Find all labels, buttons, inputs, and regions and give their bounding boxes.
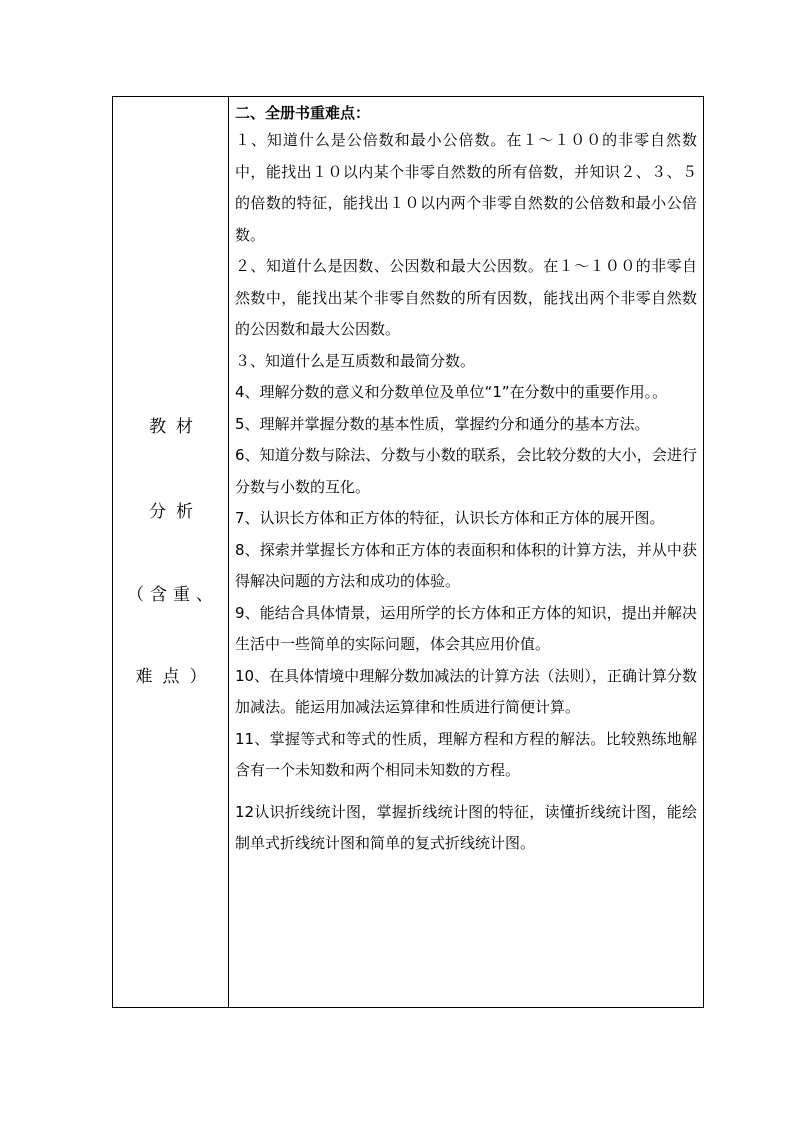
content-table bbox=[112, 96, 704, 1008]
list-item: 9、能结合具体情景，运用所学的长方体和正方体的知识，提出并解决生活中一些简单的实际问题，体会其应用价值。 bbox=[235, 603, 697, 653]
list-item: 12认识折线统计图，掌握折线统计图的特征，读懂折线统计图，能绘制单式折线统计图和简单的复式折线统计图。 bbox=[235, 802, 697, 852]
list-item: 5、理解并掌握分数的基本性质，掌握约分和通分的基本方法。 bbox=[235, 414, 650, 433]
list-item: １、知道什么是公倍数和最小公倍数。在１～１００的非零自然数中，能找出１０以内某个非零自然数的所有倍数，并知识２、３、５的倍数的特征，能找出１０以内两个非零自然数的公倍数和最小公倍数。 bbox=[235, 131, 697, 244]
list-item: 7、认识长方体和正方体的特征，认识长方体和正方体的展开图。 bbox=[235, 509, 665, 527]
list-item: 10、在具体情境中理解分数加减法的计算方法（法则），正确计算分数加减法。能运用加减法运算律和性质进行简便计算。 bbox=[235, 666, 697, 716]
list-item: 11、掌握等式和等式的性质，理解方程和方程的解法。比较熟练地解含有一个未知数和两个相同未知数的方程。 bbox=[235, 729, 697, 779]
list-item: 6、知道分数与除法、分数与小数的联系，会比较分数的大小，会进行分数与小数的互化。 bbox=[235, 446, 697, 496]
row-header-line-3: （含重、 bbox=[127, 585, 219, 605]
row-header-line-4: 难点） bbox=[135, 667, 217, 687]
list-item: 8、探索并掌握长方体和正方体的表面积和体积的计算方法，并从中获得解决问题的方法和成功的体验。 bbox=[235, 540, 697, 590]
row-header-line-2: 分析 bbox=[149, 502, 203, 522]
section-title: 二、全册书重难点： bbox=[235, 104, 371, 122]
list-item: 4、理解分数的意义和分数单位及单位“1”在分数中的重要作用。。 bbox=[235, 383, 668, 401]
row-header-line-1: 教材 bbox=[149, 417, 203, 437]
list-item: ３、知道什么是互质数和最简分数。 bbox=[235, 351, 476, 370]
row-header-cell bbox=[113, 97, 229, 1007]
list-item: ２、知道什么是因数、公因数和最大公因数。在１～１００的非零自然数中，能找出某个非零自然数的所有因数，能找出两个非零自然数的公因数和最大公因数。 bbox=[235, 257, 697, 338]
content-cell bbox=[229, 97, 703, 1007]
